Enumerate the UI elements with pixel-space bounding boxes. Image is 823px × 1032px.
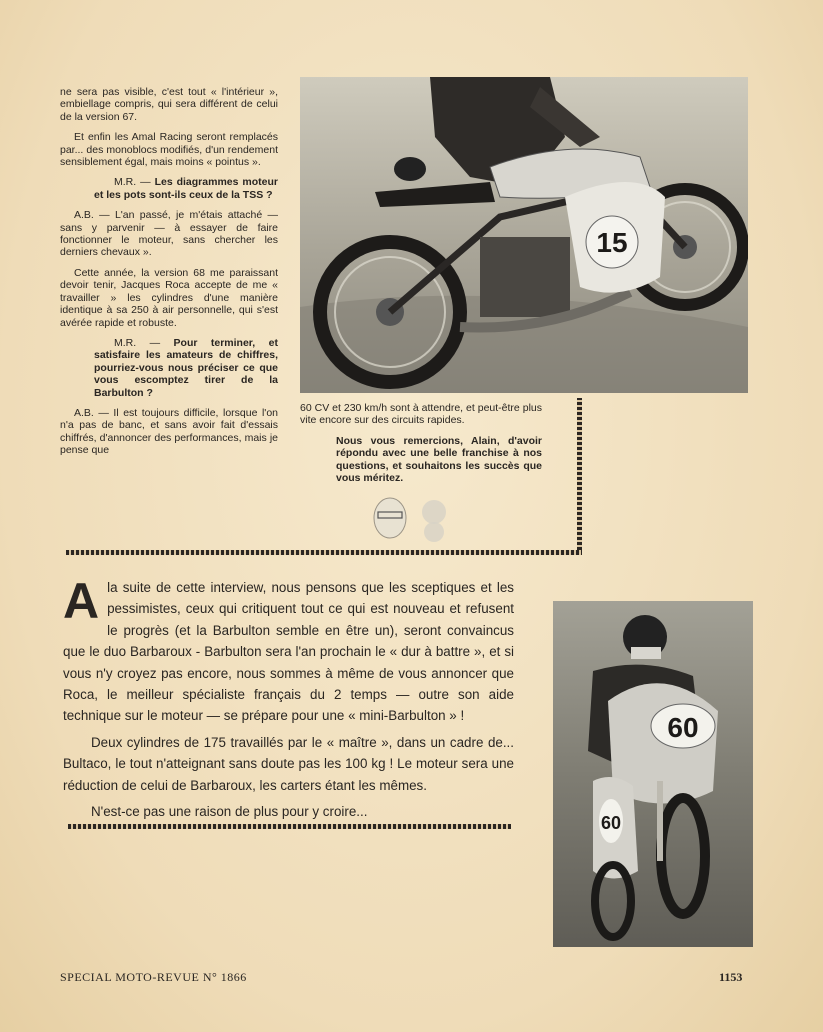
closing-remarks: Nous vous remercions, Alain, d'avoir répondu avec une belle franchise à nos questions, et souhaitons les succès que vous méritez. [336, 434, 542, 485]
decorative-rule-horizontal [66, 550, 582, 555]
paragraph: N'est-ce pas une raison de plus pour y croire... [91, 804, 368, 820]
race-number-60-side: 60 [600, 813, 622, 833]
motorcycle-photo-top [300, 77, 748, 393]
drop-cap: A [63, 573, 100, 629]
paragraph: Cette année, la version 68 me paraissant devoir tenir, Jacques Roca accepte de me « travailler » les cylindres d'une manière identique à sa 250 à air personnelle, qui s'est avérée rapide et robuste. [60, 266, 278, 329]
decorative-rule-horizontal [68, 824, 511, 829]
portrait-stamp [364, 496, 456, 544]
interview-column-right [300, 402, 542, 492]
interview-column-left [60, 86, 278, 465]
race-number-15: 15 [596, 227, 628, 258]
interviewer-question [60, 337, 278, 399]
article-body [63, 573, 514, 827]
motorcycle-60-illustration [553, 601, 753, 947]
paragraph: Et enfin les Amal Racing seront remplacés par... des monoblocs modifiés, d'un rendement sensiblement égal, mais moins « pointus ». [60, 131, 278, 169]
question-text: Pour terminer, et satisfaire les amateurs de chiffres, pourriez-vous nous préciser ce que vous escomptez tirer de la Barbulton ? [94, 336, 278, 399]
paragraph: ne sera pas visible, c'est tout « l'intérieur », embiellage compris, qui sera différent de celui de la version 67. [60, 86, 278, 123]
magazine-issue: SPECIAL MOTO-REVUE N° 1866 [60, 970, 247, 984]
interviewer-question [60, 176, 278, 201]
race-number-60: 60 [667, 712, 699, 743]
speaker-label: M.R. — [114, 176, 151, 189]
decorative-rule-vertical [577, 398, 582, 550]
motorcycle-photo-right [553, 601, 753, 947]
paragraph: Deux cylindres de 175 travaillés par le « maître », dans un cadre de... Bultaco, le tout n'atteignant sans doute pas les 100 kg ! Le moteur sera une réduction de celui de Barbaroux, les carters étant les mêmes. [63, 734, 514, 793]
speaker-label: M.R. — [114, 336, 161, 349]
answer-paragraph: A.B. — Il est toujours difficile, lorsque l'on n'a pas de banc, et sans avoir fait d'essais chiffrés, d'annoncer des performances, mais je pense que [60, 406, 278, 457]
motorcycle-15-illustration [300, 77, 748, 393]
question-text: Les diagrammes moteur et les pots sont-ils ceux de la TSS ? [94, 176, 278, 201]
page-number: 1153 [719, 970, 743, 984]
paragraph: 60 CV et 230 km/h sont à attendre, et peut-être plus vite encore sur des circuits rapides. [300, 402, 542, 427]
lead-paragraph [63, 573, 514, 727]
answer-paragraph: A.B. — L'an passé, je m'étais attaché — sans y parvenir — à essayer de faire fonctionner le moteur, sans chercher les derniers chevaux ». [60, 209, 278, 259]
lead-text: la suite de cette interview, nous pensons que les sceptiques et les pessimistes, ceux qui critiquent tout ce qui est nouveau et refusent le progrès (et la Barbulton semble en être un), seront convaincus que le duo Barbaroux - Barbulton sera l'an prochain le « dur à battre », et si vous n'y croyez pas encore, nous sommes à même de vous annoncer que Roca, le meilleur spécialiste français du 2 temps — outre son aide technique sur le moteur — se prépare pour une « mini-Barbulton » ! [63, 580, 514, 724]
